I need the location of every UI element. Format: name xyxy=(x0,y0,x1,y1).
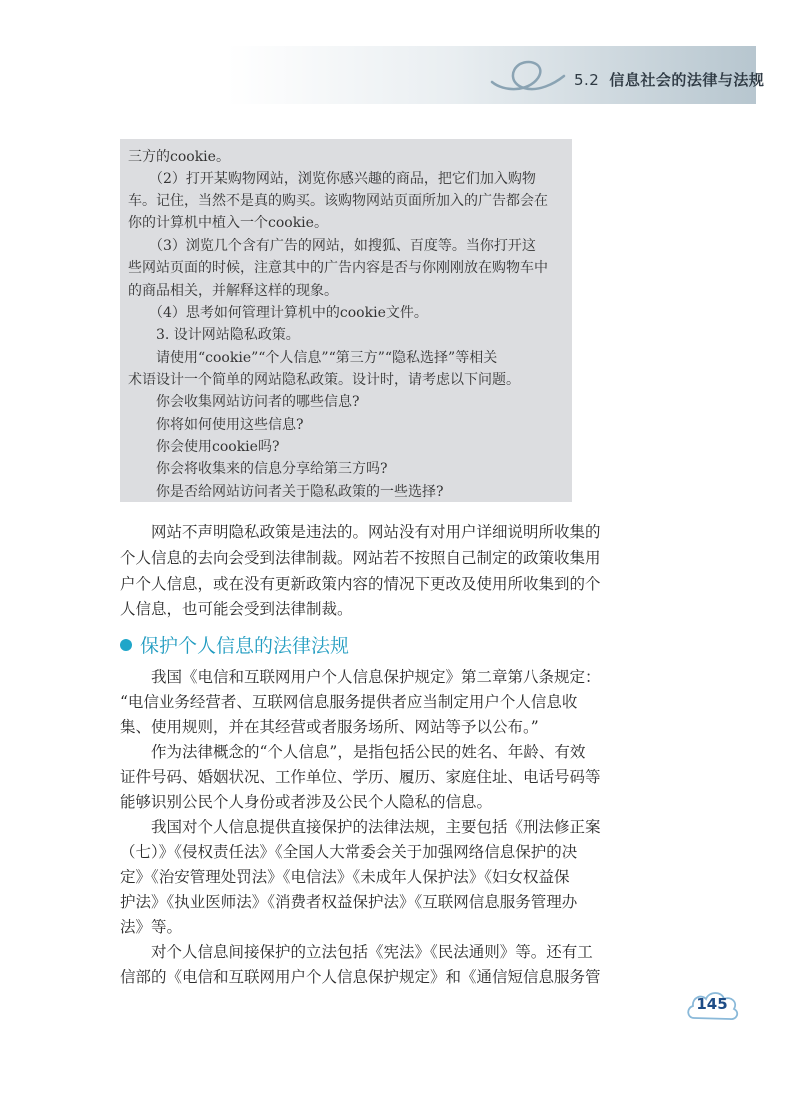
body-line: 护法》《执业医师法》《消费者权益保护法》《互联网信息服务管理办 xyxy=(120,893,578,911)
activity-line: （4）思考如何管理计算机中的cookie文件。 xyxy=(128,305,428,321)
body-line: 个人信息的去向会受到法律制裁。网站若不按照自己制定的政策收集用 xyxy=(120,549,601,567)
page-number-badge xyxy=(684,988,740,1024)
body-line: 网站不声明隐私政策是违法的。网站没有对用户详细说明所收集的 xyxy=(120,523,601,541)
page-number: 145 xyxy=(696,995,728,1013)
activity-line: 三方的cookie。 xyxy=(128,149,230,165)
activity-line: 你的计算机中植入一个cookie。 xyxy=(128,215,328,231)
body-line: 定》《治安管理处罚法》《电信法》《未成年人保护法》《妇女权益保 xyxy=(120,868,570,886)
activity-line: 请使用“cookie”“个人信息”“第三方”“隐私选择”等相关 xyxy=(128,350,498,366)
body-line: 人信息，也可能会受到法律制裁。 xyxy=(120,600,353,618)
body-line: 能够识别公民个人身份或者涉及公民个人隐私的信息。 xyxy=(120,793,493,811)
section-heading-text: 保护个人信息的法律法规 xyxy=(140,635,350,657)
body-line: 证件号码、婚姻状况、工作单位、学历、履历、家庭住址、电话号码等 xyxy=(120,768,601,786)
body-line: 我国《电信和互联网用户个人信息保护规定》第二章第八条规定： xyxy=(120,668,601,686)
activity-line: 你会将收集来的信息分享给第三方吗? xyxy=(128,461,388,477)
swirl-e-icon xyxy=(480,52,570,102)
activity-line: 你会使用cookie吗? xyxy=(128,439,280,455)
activity-line: 术语设计一个简单的网站隐私政策。设计时，请考虑以下问题。 xyxy=(128,372,520,388)
running-header-title xyxy=(574,69,764,90)
activity-line: （2）打开某购物网站，浏览你感兴趣的商品，把它们加入购物 xyxy=(128,171,536,187)
activity-line: 你会收集网站访问者的哪些信息? xyxy=(128,394,360,410)
activity-line: 些网站页面的时候，注意其中的广告内容是否与你刚刚放在购物车中 xyxy=(128,260,548,276)
activity-line: 车。记住，当然不是真的购买。该购物网站页面所加入的广告都会在 xyxy=(128,193,548,209)
body-line: 集、使用规则，并在其经营或者服务场所、网站等予以公布。” xyxy=(120,718,539,736)
body-line: 信部的《电信和互联网用户个人信息保护规定》和《通信短信息服务管 xyxy=(120,968,601,986)
body-line: 我国对个人信息提供直接保护的法律法规，主要包括《刑法修正案 xyxy=(120,818,601,836)
body-line: 作为法律概念的“个人信息”，是指包括公民的姓名、年龄、有效 xyxy=(120,743,586,761)
body-line: 对个人信息间接保护的立法包括《宪法》《民法通则》等。还有工 xyxy=(120,943,593,961)
body-line: 法》等。 xyxy=(120,918,183,936)
section-title: 信息社会的法律与法规 xyxy=(609,71,765,89)
body-line: “电信业务经营者、互联网信息服务提供者应当制定用户个人信息收 xyxy=(120,693,578,711)
body-line: 户个人信息，或在没有更新政策内容的情况下更改及使用所收集到的个 xyxy=(120,575,601,593)
activity-line: 你是否给网站访问者关于隐私政策的一些选择? xyxy=(128,484,444,500)
bullet-dot-icon xyxy=(120,639,132,651)
activity-line: 你将如何使用这些信息? xyxy=(128,417,304,433)
section-number: 5.2 xyxy=(574,71,600,89)
body-line: （七）》《侵权责任法》《全国人大常委会关于加强网络信息保护的决 xyxy=(120,843,578,861)
activity-line: （3）浏览几个含有广告的网站，如搜狐、百度等。当你打开这 xyxy=(128,238,536,254)
activity-line: 3. 设计网站隐私政策。 xyxy=(128,327,300,343)
activity-line: 的商品相关，并解释这样的现象。 xyxy=(128,283,338,299)
section-heading xyxy=(120,631,349,658)
